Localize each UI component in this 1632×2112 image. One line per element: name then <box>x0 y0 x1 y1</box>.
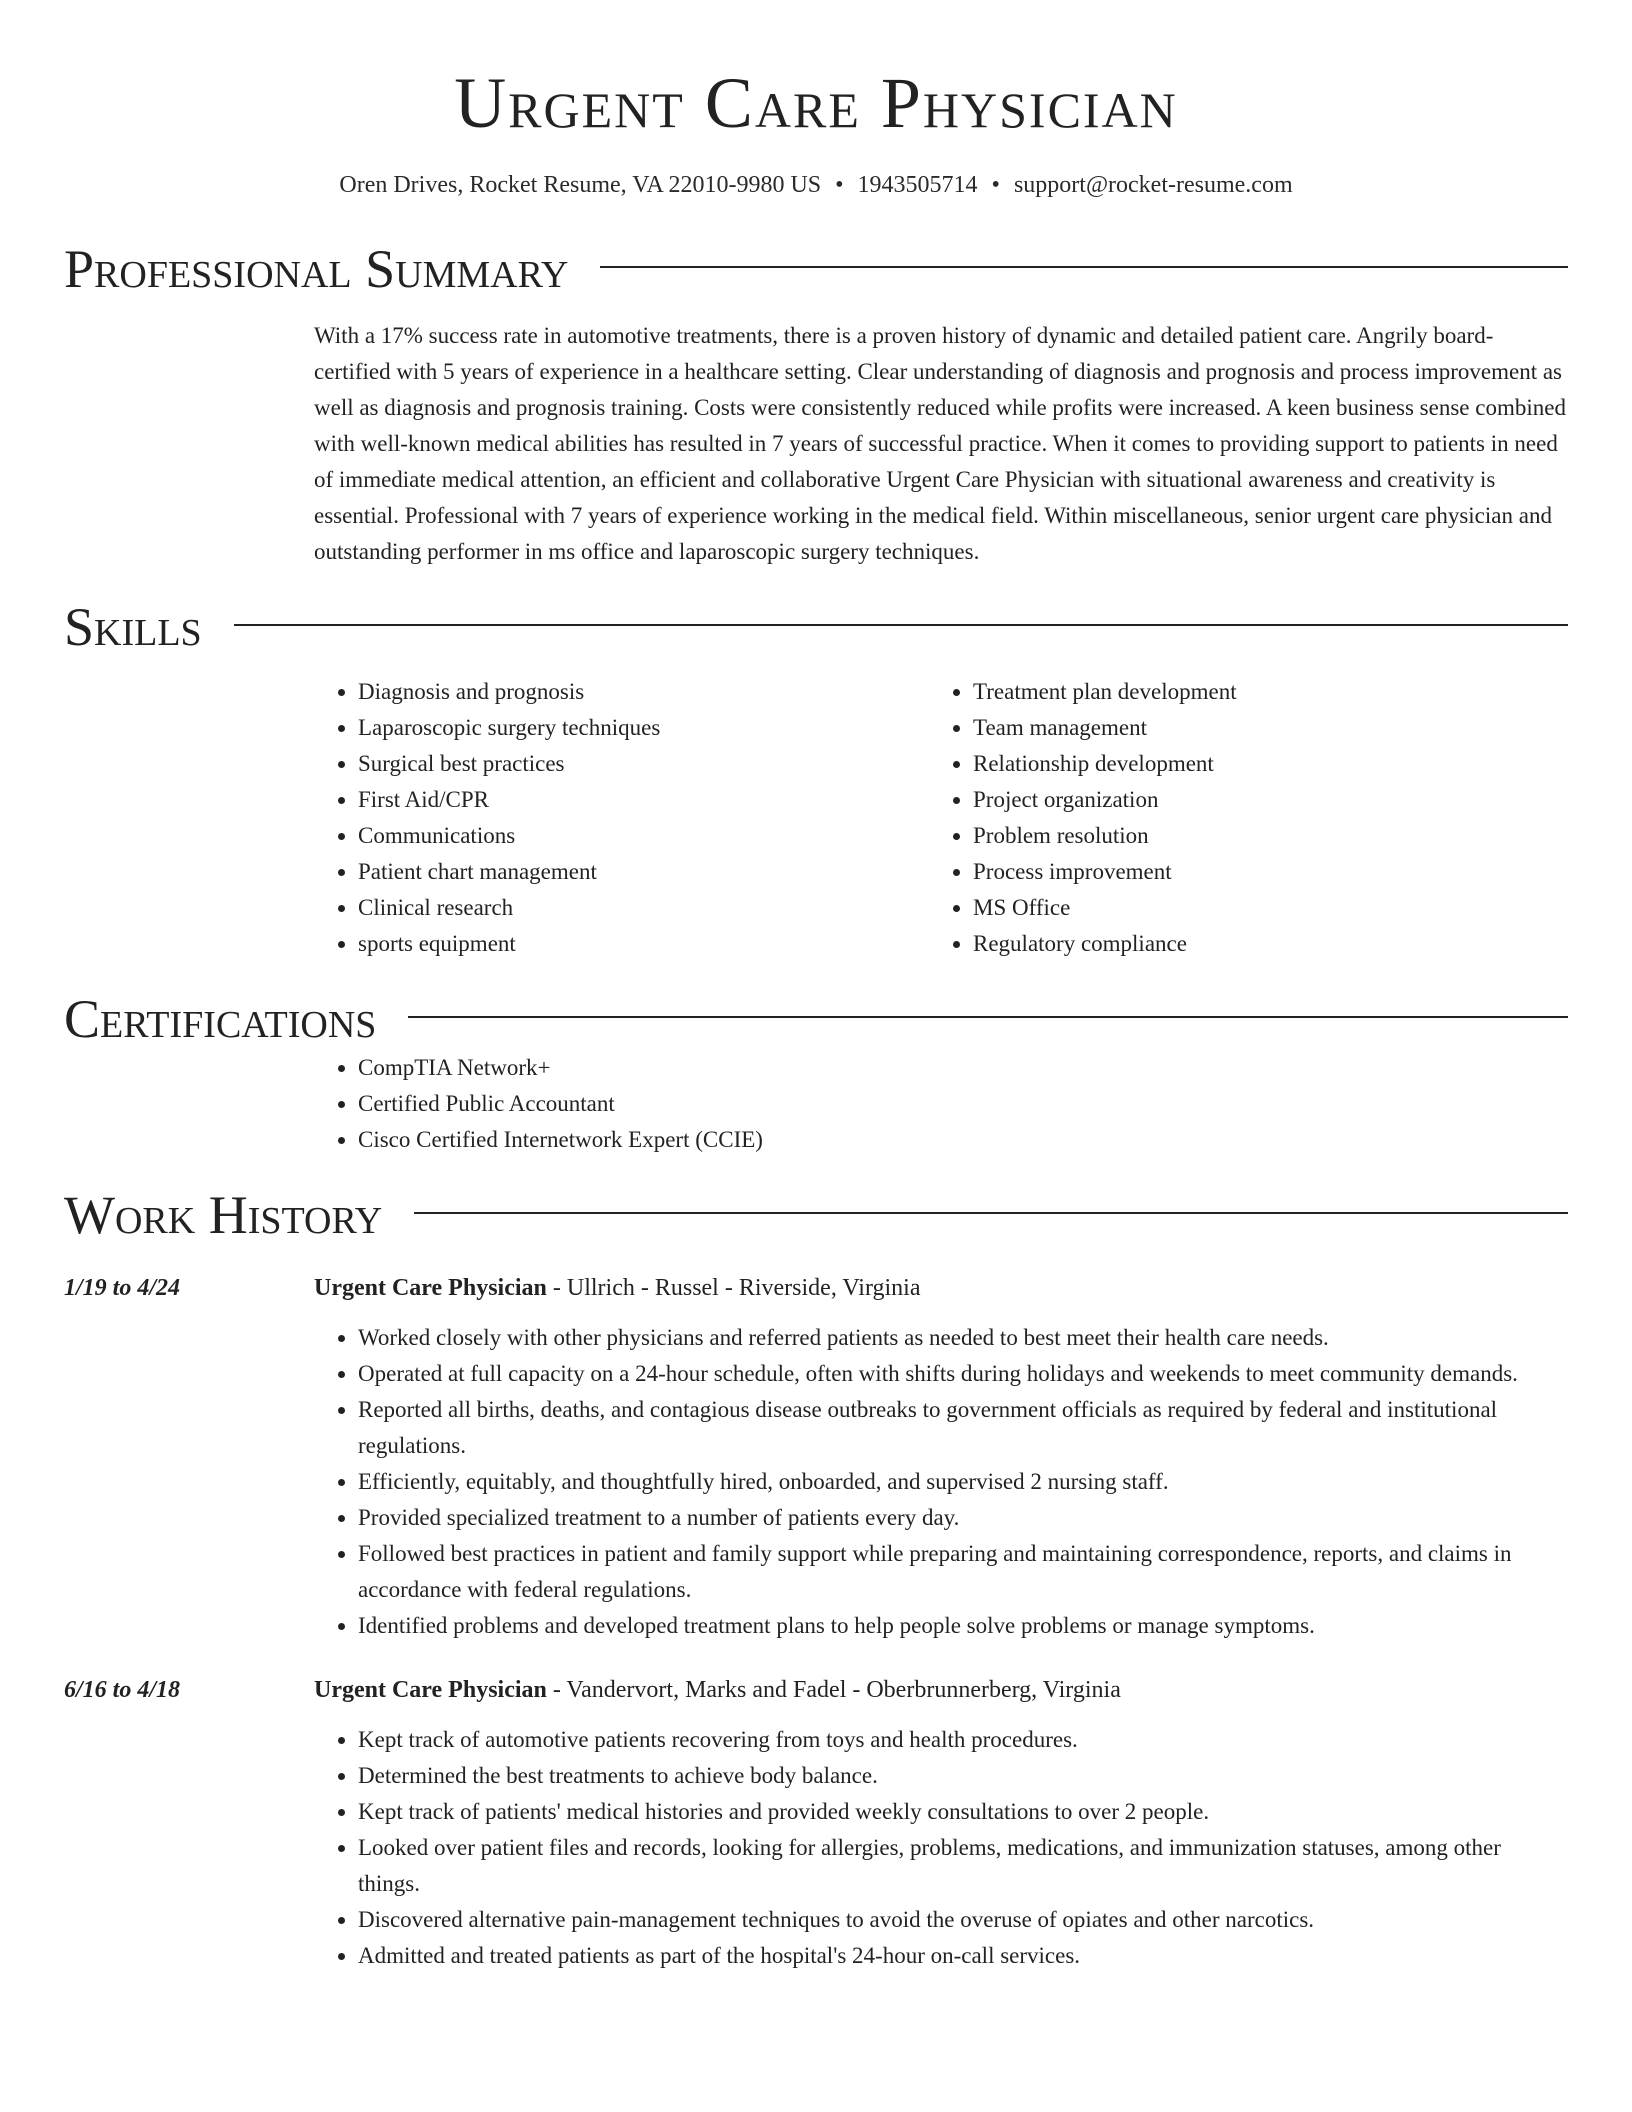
contact-line <box>64 170 1568 200</box>
section-divider <box>234 624 1568 626</box>
job-bullet: • Looked over patient files and records, looking for allergies, problems, medications, and immunization statuses, among other things. <box>358 1830 1568 1902</box>
contact-separator: • <box>991 172 1000 198</box>
job-bullet: • Admitted and treated patients as part of the hospital's 24-hour on-call services. <box>358 1938 1568 1974</box>
job-title: Urgent Care Physician <box>314 1275 547 1301</box>
skill-item: • Laparoscopic surgery techniques <box>358 710 929 746</box>
job-title: Urgent Care Physician <box>314 1677 547 1703</box>
job-bullet: • Worked closely with other physicians and referred patients as needed to best meet their health care needs. <box>358 1320 1568 1356</box>
certification-item: • CompTIA Network+ <box>358 1050 1568 1086</box>
certifications-section <box>314 1050 1568 1158</box>
job-bullet: • Provided specialized treatment to a number of patients every day. <box>358 1500 1568 1536</box>
skills-section-header <box>64 596 1568 658</box>
skills-grid <box>314 674 1568 962</box>
job-details <box>314 1270 1568 1644</box>
contact-email: support@rocket-resume.com <box>1013 172 1293 198</box>
contact-address: Oren Drives, Rocket Resume, VA 22010-9980 US <box>339 172 822 198</box>
skill-item: • Regulatory compliance <box>973 926 1568 962</box>
job-bullet: • Discovered alternative pain-management techniques to avoid the overuse of opiates and other narcotics. <box>358 1902 1568 1938</box>
skill-item: • Team management <box>973 710 1568 746</box>
section-divider <box>600 266 1568 268</box>
section-title-certifications: Certifications <box>64 989 377 1049</box>
contact-separator: • <box>835 172 844 198</box>
job-employer: - Vandervort, Marks and Fadel - Oberbrunnerberg, Virginia <box>546 1677 1121 1703</box>
contact-phone: 1943505714 <box>857 172 978 198</box>
skill-item: • Patient chart management <box>358 854 929 890</box>
skill-item: • Surgical best practices <box>358 746 929 782</box>
job-title-line <box>314 1270 1568 1306</box>
job-dates: 1/19 to 4/24 <box>64 1275 181 1301</box>
skill-item: • First Aid/CPR <box>358 782 929 818</box>
job-bullet: • Efficiently, equitably, and thoughtfully hired, onboarded, and supervised 2 nursing staff. <box>358 1464 1568 1500</box>
skill-item: • MS Office <box>973 890 1568 926</box>
job-bullets <box>314 1320 1568 1644</box>
job-bullet: • Kept track of patients' medical histories and provided weekly consultations to over 2 people. <box>358 1794 1568 1830</box>
summary-section <box>314 318 1568 570</box>
skills-section <box>314 674 1568 962</box>
job-entry <box>64 1270 1568 1644</box>
job-title-line <box>314 1672 1568 1708</box>
job-details <box>314 1672 1568 1974</box>
job-dates: 6/16 to 4/18 <box>64 1677 181 1703</box>
job-bullet: • Kept track of automotive patients recovering from toys and health procedures. <box>358 1722 1568 1758</box>
job-bullet: • Followed best practices in patient and family support while preparing and maintaining correspondence, reports, and claims in accordance with federal regulations. <box>358 1536 1568 1608</box>
certifications-section-header <box>64 988 1568 1050</box>
skill-item: • Problem resolution <box>973 818 1568 854</box>
job-bullet: • Identified problems and developed treatment plans to help people solve problems or manage symptoms. <box>358 1608 1568 1644</box>
resume-name: Urgent Care Physician <box>454 63 1178 143</box>
certification-item: • Certified Public Accountant <box>358 1086 1568 1122</box>
skill-item: • Process improvement <box>973 854 1568 890</box>
job-bullet: • Determined the best treatments to achieve body balance. <box>358 1758 1568 1794</box>
skills-list-left <box>314 674 929 962</box>
job-bullet: • Operated at full capacity on a 24-hour schedule, often with shifts during holidays and weekends to meet community demands. <box>358 1356 1568 1392</box>
job-entry <box>64 1672 1568 1974</box>
summary-text: With a 17% success rate in automotive treatments, there is a proven history of dynamic and detailed patient care. Angrily board-certified with 5 years of experience in a healthcare setting. Clear understanding of diagnosis and prognosis and process improvement as well as diagnosis and prognosis training. Costs were consistently reduced while profits were increased. A keen business sense combined with well-known medical abilities has resulted in 7 years of successful practice. When it comes to providing support to patients in need of immediate medical attention, an efficient and collaborative Urgent Care Physician with situational awareness and creativity is essential. Professional with 7 years of experience working in the medical field. Within miscellaneous, senior urgent care physician and outstanding performer in ms office and laparoscopic surgery techniques. <box>314 323 1566 564</box>
skill-item: • sports equipment <box>358 926 929 962</box>
skill-item: • Treatment plan development <box>973 674 1568 710</box>
skill-item: • Communications <box>358 818 929 854</box>
summary-section-header <box>64 238 1568 300</box>
section-divider <box>414 1212 1568 1214</box>
job-employer: - Ullrich - Russel - Riverside, Virginia <box>546 1275 921 1301</box>
certifications-list <box>314 1050 1568 1158</box>
skills-list-right <box>929 674 1568 962</box>
certification-item: • Cisco Certified Internetwork Expert (CCIE) <box>358 1122 1568 1158</box>
skill-item: • Relationship development <box>973 746 1568 782</box>
section-title-summary: Professional Summary <box>64 239 569 299</box>
section-divider <box>408 1016 1568 1018</box>
job-bullets <box>314 1722 1568 1974</box>
skill-item: • Diagnosis and prognosis <box>358 674 929 710</box>
section-title-work-history: Work History <box>64 1185 383 1245</box>
section-title-skills: Skills <box>64 597 202 657</box>
job-bullet: • Reported all births, deaths, and contagious disease outbreaks to government officials as required by federal and institutional regulations. <box>358 1392 1568 1464</box>
work-section-header <box>64 1184 1568 1246</box>
skill-item: • Project organization <box>973 782 1568 818</box>
skill-item: • Clinical research <box>358 890 929 926</box>
